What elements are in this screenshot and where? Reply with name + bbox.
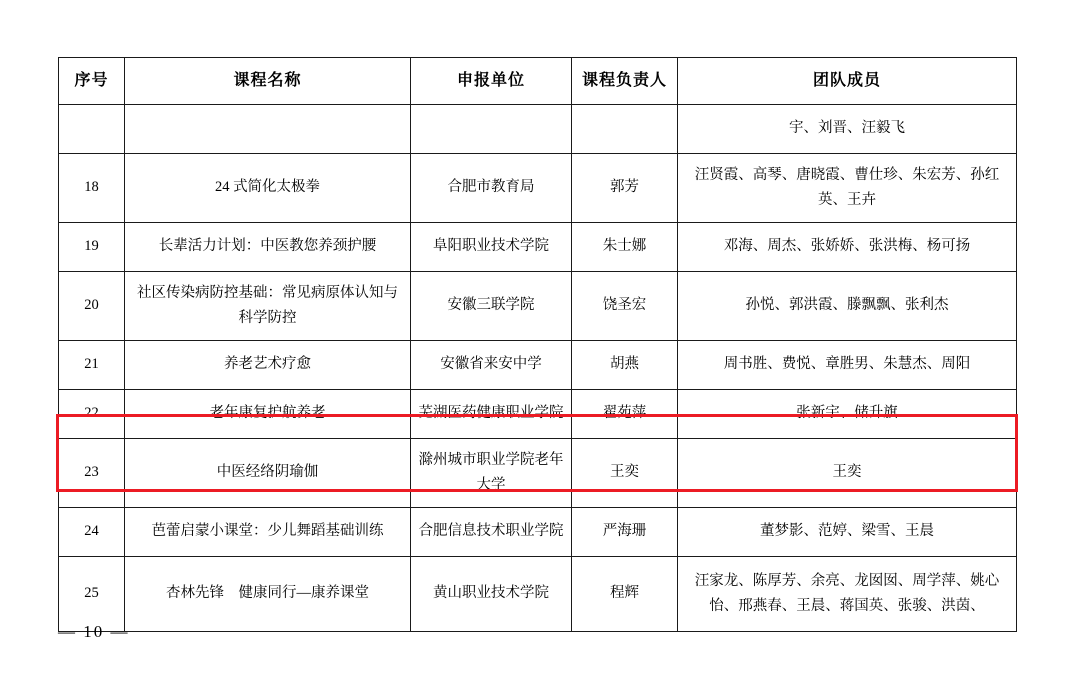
cell-course: 老年康复护航养老: [125, 390, 411, 439]
cell-course: 中医经络阴瑜伽: [125, 439, 411, 508]
cell-unit: 阜阳职业技术学院: [411, 223, 572, 272]
cell-index: [59, 105, 125, 154]
cell-members: 董梦影、范婷、梁雪、王晨: [678, 508, 1017, 557]
cell-unit: 黄山职业技术学院: [411, 557, 572, 632]
cell-index: 18: [59, 154, 125, 223]
cell-course: 养老艺术疗愈: [125, 341, 411, 390]
cell-leader: 严海珊: [572, 508, 678, 557]
cell-leader: 程辉: [572, 557, 678, 632]
cell-course: [125, 105, 411, 154]
cell-index: 25: [59, 557, 125, 632]
table-row: [59, 557, 1017, 632]
course-table: [58, 57, 1017, 632]
table-row: [59, 341, 1017, 390]
cell-index: 23: [59, 439, 125, 508]
column-header-members: 团队成员: [678, 58, 1017, 105]
cell-leader: 饶圣宏: [572, 272, 678, 341]
table-row: [59, 154, 1017, 223]
cell-members: 汪贤霞、高琴、唐晓霞、曹仕珍、朱宏芳、孙红英、王卉: [678, 154, 1017, 223]
cell-members: 汪家龙、陈厚芳、余亮、龙囡囡、周学萍、姚心怡、邢燕春、王晨、蒋国英、张骏、洪茵、: [678, 557, 1017, 632]
cell-leader: 王奕: [572, 439, 678, 508]
cell-members: 孙悦、郭洪霞、滕飘飘、张利杰: [678, 272, 1017, 341]
cell-members: 王奕: [678, 439, 1017, 508]
cell-course: 芭蕾启蒙小课堂：少儿舞蹈基础训练: [125, 508, 411, 557]
table-row: [59, 390, 1017, 439]
cell-course: 杏林先锋 健康同行—康养课堂: [125, 557, 411, 632]
column-header-index: 序号: [59, 58, 125, 105]
cell-unit: [411, 105, 572, 154]
table-row: [59, 508, 1017, 557]
table-row-highlighted: [59, 439, 1017, 508]
cell-unit: 合肥市教育局: [411, 154, 572, 223]
cell-members: 邓海、周杰、张娇娇、张洪梅、杨可扬: [678, 223, 1017, 272]
cell-members: 周书胜、费悦、章胜男、朱慧杰、周阳: [678, 341, 1017, 390]
course-table-container: [58, 57, 1016, 632]
column-header-leader: 课程负责人: [572, 58, 678, 105]
cell-unit: 合肥信息技术职业学院: [411, 508, 572, 557]
cell-leader: 朱士娜: [572, 223, 678, 272]
cell-index: 19: [59, 223, 125, 272]
cell-course: 长辈活力计划：中医教您养颈护腰: [125, 223, 411, 272]
cell-unit: 安徽三联学院: [411, 272, 572, 341]
cell-unit: 芜湖医药健康职业学院: [411, 390, 572, 439]
cell-index: 21: [59, 341, 125, 390]
cell-index: 24: [59, 508, 125, 557]
cell-index: 20: [59, 272, 125, 341]
cell-leader: 郭芳: [572, 154, 678, 223]
cell-leader: 翟苑萍: [572, 390, 678, 439]
cell-members: 宇、刘晋、汪毅飞: [678, 105, 1017, 154]
table-header-row: [59, 58, 1017, 105]
table-row: [59, 272, 1017, 341]
table-row: [59, 105, 1017, 154]
column-header-unit: 申报单位: [411, 58, 572, 105]
cell-course: 社区传染病防控基础：常见病原体认知与科学防控: [125, 272, 411, 341]
cell-unit: 安徽省来安中学: [411, 341, 572, 390]
cell-members: 张新宇、储升旗: [678, 390, 1017, 439]
cell-unit: 滁州城市职业学院老年大学: [411, 439, 572, 508]
table-row: [59, 223, 1017, 272]
page-number: — 10 —: [58, 622, 130, 641]
cell-course: 24 式简化太极拳: [125, 154, 411, 223]
cell-leader: 胡燕: [572, 341, 678, 390]
column-header-course: 课程名称: [125, 58, 411, 105]
cell-leader: [572, 105, 678, 154]
cell-index: 22: [59, 390, 125, 439]
